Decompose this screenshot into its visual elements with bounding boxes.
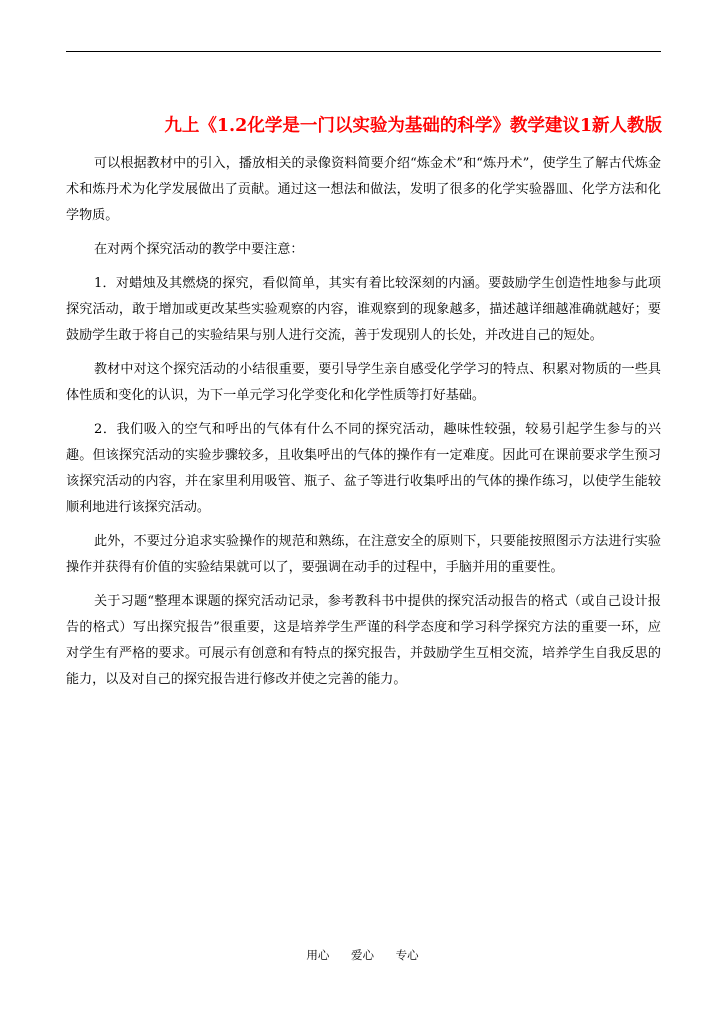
page-footer: [0, 946, 725, 964]
paragraph-attention: 在对两个探究活动的教学中要注意：: [94, 242, 304, 257]
paragraph-summary: 教材中对这个探究活动的小结很重要，要引导学生亲自感受化学学习的特点、积累对物质的一些具体性质和变化的认识，为下一单元学习化学变化和化学性质等打好基础。: [66, 362, 661, 403]
document-body: [66, 151, 661, 701]
document-title: 九上《1.2化学是一门以实验为基础的科学》教学建议1新人教版: [164, 116, 662, 136]
paragraph-point-1: 1．对蜡烛及其燃烧的探究，看似简单，其实有着比较深刻的内涵。要鼓励学生创造性地参与此项探究活动，敢于增加或更改某些实验观察的内容，谁观察到的现象越多，描述越详细越准确就越好；要鼓励学生敢于将自己的实验结果与别人进行交流，善于发现别人的长处，并改进自己的短处。: [66, 276, 661, 343]
footer-item-3: 专心: [395, 948, 419, 962]
paragraph-point-2: 2．我们吸入的空气和呼出的气体有什么不同的探究活动，趣味性较强，较易引起学生参与的兴趣。但该探究活动的实验步骤较多，且收集呼出的气体的操作有一定难度。因此可在课前要求学生预习该探究活动的内容，并在家里利用吸管、瓶子、盆子等进行收集呼出的气体的操作练习，以使学生能较顺利地进行该探究活动。: [66, 422, 661, 515]
paragraph-additional: 此外，不要过分追求实验操作的规范和熟练，在注意安全的原则下，只要能按照图示方法进行实验操作并获得有价值的实验结果就可以了，要强调在动手的过程中，手脑并用的重要性。: [66, 534, 661, 575]
header-divider: [66, 51, 661, 52]
footer-item-2: 爱心: [351, 948, 374, 962]
footer-item-1: 用心: [306, 948, 330, 962]
paragraph-exercise: 关于习题“整理本课题的探究活动记录，参考教科书中提供的探究活动报告的格式（或自己设计报告的格式）写出探究报告”很重要，这是培养学生严谨的科学态度和学习科学探究方法的重要一环，应对学生有严格的要求。可展示有创意和有特点的探究报告，并鼓励学生互相交流，培养学生自我反思的能力，以及对自己的探究报告进行修改并使之完善的能力。: [66, 594, 661, 687]
paragraph-intro: 可以根据教材中的引入，播放相关的录像资料简要介绍“炼金术”和“炼丹术”，使学生了解古代炼金术和炼丹术为化学发展做出了贡献。通过这一想法和做法，发明了很多的化学实验器皿、化学方法和化学物质。: [66, 156, 661, 223]
